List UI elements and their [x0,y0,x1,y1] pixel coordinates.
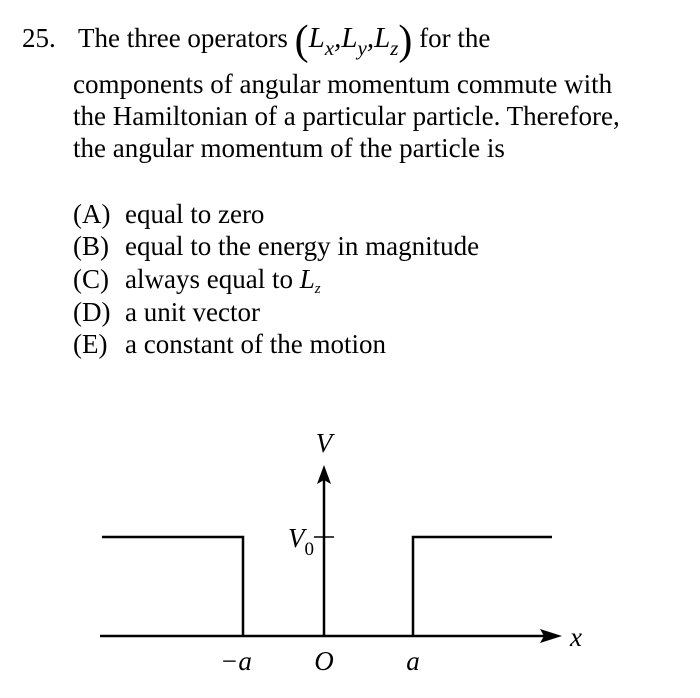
tick-label-neg-a: −a [220,646,252,676]
question-line-2: components of angular momentum commute with [73,69,613,99]
option-d-text: a unit vector [125,297,260,327]
v0-label: $V_0$ [288,523,314,560]
question-line-4: the angular momentum of the particle is [73,133,505,163]
question-line-3: the Hamiltonian of a particular particle. Therefore, [73,101,620,131]
option-e-letter: (E) [73,329,108,359]
close-paren: ) [398,18,413,64]
tick-label-a: a [406,646,420,676]
option-b-text: equal to the energy in magnitude [125,231,480,261]
question-number: 25. [22,23,56,53]
option-a-text: equal to zero [125,199,265,229]
option-c-letter: (C) [73,264,109,294]
option-a-letter: (A) [73,199,111,229]
option-b-letter: (B) [73,231,109,261]
option-c-symbol: $L_z$ [299,264,321,297]
open-paren: ( [294,18,309,64]
question-after-operators: for the [419,23,491,53]
option-d-letter: (D) [73,297,111,327]
question-intro: The three operators [78,23,288,53]
right-barrier [413,537,552,636]
tick-label-origin: O [314,646,334,676]
option-e-text: a constant of the motion [125,329,386,359]
x-axis-label: x [570,622,582,652]
y-axis-label: V [315,428,333,458]
left-barrier [102,537,243,636]
operator-list: $L_x,L_y,L_z$ [308,22,399,60]
option-c-text: always equal to [125,264,300,294]
